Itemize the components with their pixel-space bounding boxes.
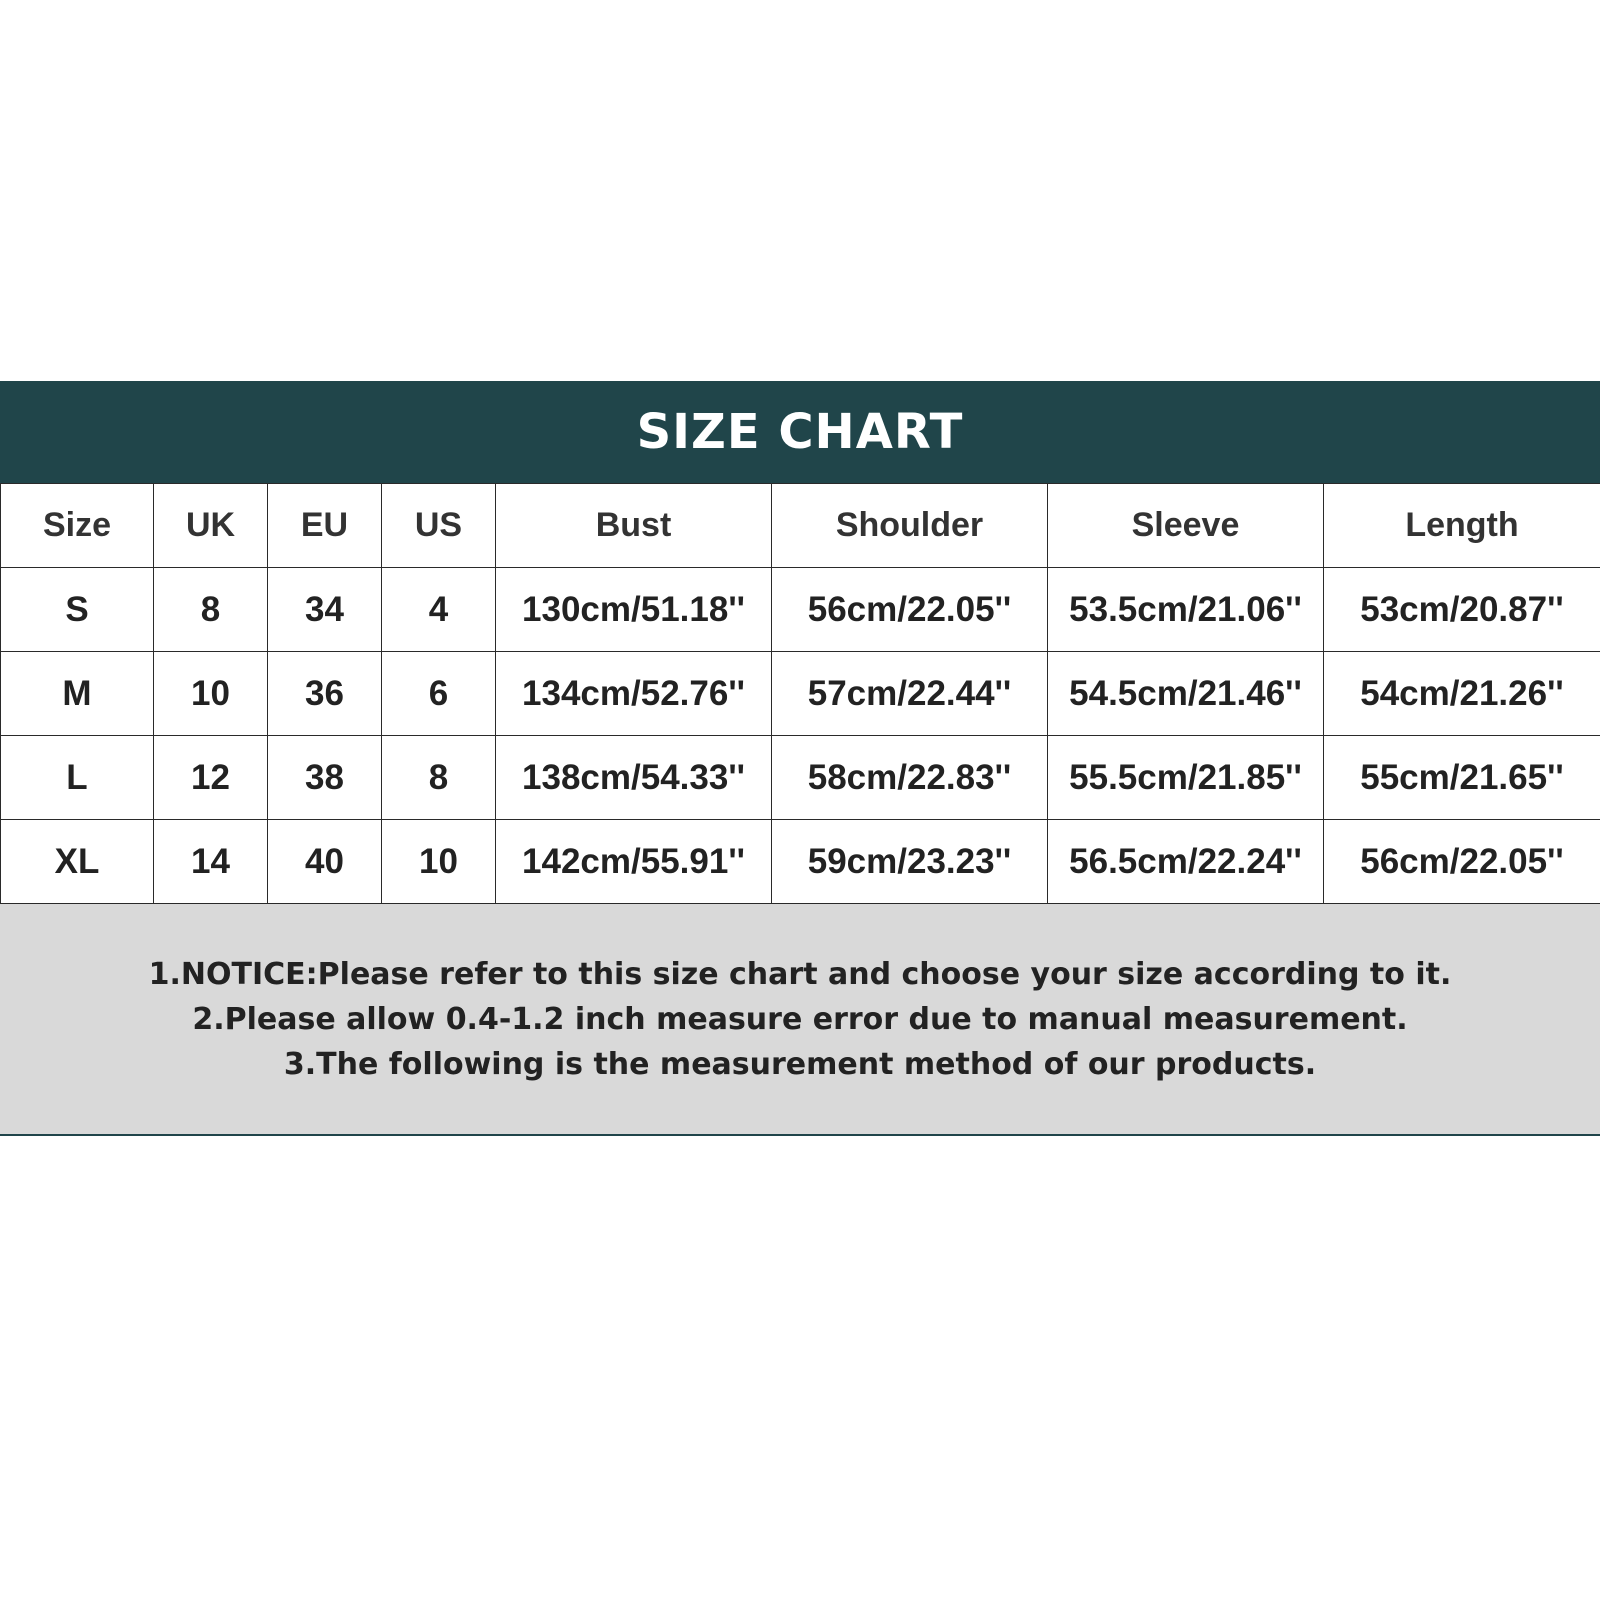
- header-us: US: [382, 484, 496, 568]
- table-row: [1, 652, 1600, 736]
- cell-size: M: [1, 652, 154, 736]
- note-line: 1.NOTICE:Please refer to this size chart and choose your size according to it.: [148, 956, 1452, 992]
- cell-us: 4: [382, 568, 496, 652]
- header-length: Length: [1324, 484, 1600, 568]
- size-chart-title: SIZE CHART: [0, 381, 1600, 483]
- header-bust: Bust: [496, 484, 772, 568]
- header-shoulder: Shoulder: [772, 484, 1048, 568]
- table-header-row: [1, 484, 1600, 568]
- cell-shoulder: 57cm/22.44'': [772, 652, 1048, 736]
- cell-bust: 142cm/55.91'': [496, 820, 772, 904]
- cell-uk: 12: [154, 736, 268, 820]
- cell-uk: 14: [154, 820, 268, 904]
- cell-us: 8: [382, 736, 496, 820]
- cell-sleeve: 55.5cm/21.85'': [1048, 736, 1324, 820]
- cell-bust: 138cm/54.33'': [496, 736, 772, 820]
- header-eu: EU: [268, 484, 382, 568]
- cell-eu: 36: [268, 652, 382, 736]
- cell-length: 55cm/21.65'': [1324, 736, 1600, 820]
- cell-sleeve: 53.5cm/21.06'': [1048, 568, 1324, 652]
- cell-uk: 10: [154, 652, 268, 736]
- header-uk: UK: [154, 484, 268, 568]
- cell-shoulder: 56cm/22.05'': [772, 568, 1048, 652]
- cell-length: 56cm/22.05'': [1324, 820, 1600, 904]
- cell-sleeve: 56.5cm/22.24'': [1048, 820, 1324, 904]
- cell-sleeve: 54.5cm/21.46'': [1048, 652, 1324, 736]
- cell-eu: 40: [268, 820, 382, 904]
- cell-length: 53cm/20.87'': [1324, 568, 1600, 652]
- cell-us: 6: [382, 652, 496, 736]
- cell-uk: 8: [154, 568, 268, 652]
- cell-eu: 38: [268, 736, 382, 820]
- cell-us: 10: [382, 820, 496, 904]
- cell-shoulder: 58cm/22.83'': [772, 736, 1048, 820]
- table-row: [1, 820, 1600, 904]
- cell-size: XL: [1, 820, 154, 904]
- cell-bust: 134cm/52.76'': [496, 652, 772, 736]
- cell-length: 54cm/21.26'': [1324, 652, 1600, 736]
- table-row: [1, 736, 1600, 820]
- cell-shoulder: 59cm/23.23'': [772, 820, 1048, 904]
- cell-eu: 34: [268, 568, 382, 652]
- cell-bust: 130cm/51.18'': [496, 568, 772, 652]
- table-row: [1, 568, 1600, 652]
- notes-panel: [0, 904, 1600, 1136]
- cell-size: S: [1, 568, 154, 652]
- size-table: [0, 483, 1600, 904]
- header-sleeve: Sleeve: [1048, 484, 1324, 568]
- note-line: 3.The following is the measurement method of our products.: [283, 1046, 1317, 1082]
- note-line: 2.Please allow 0.4-1.2 inch measure error due to manual measurement.: [192, 1001, 1408, 1037]
- header-size: Size: [1, 484, 154, 568]
- size-chart: [0, 381, 1600, 1136]
- cell-size: L: [1, 736, 154, 820]
